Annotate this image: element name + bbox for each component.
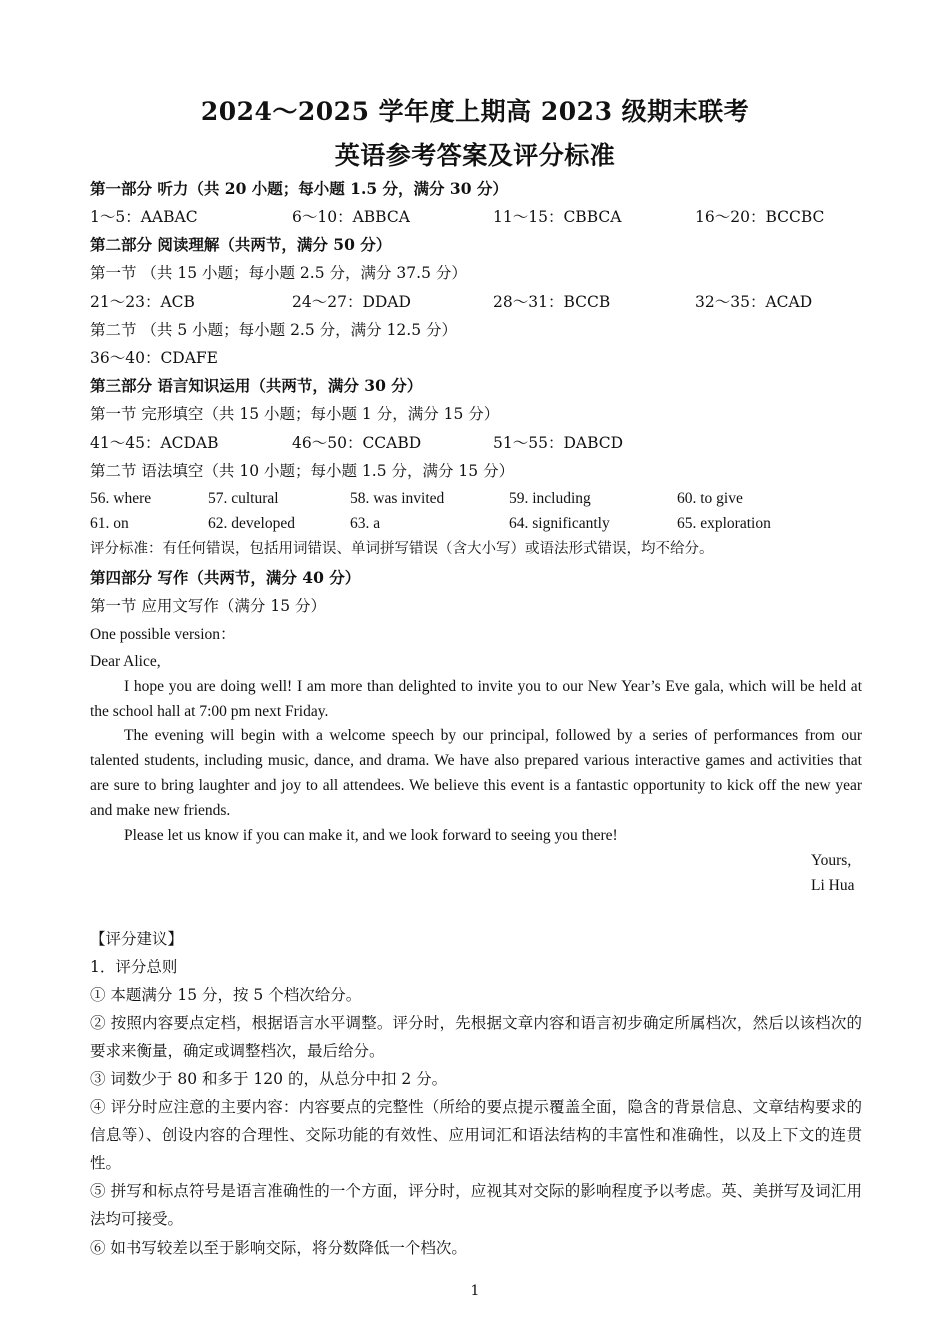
suggestion-item: ④ 评分时应注意的主要内容：内容要点的完整性（所给的要点提示覆盖全面，隐含的背景信息、文章结构要求的信息等）、创设内容的合理性、交际功能的有效性、应用词汇和语法结构的丰富性和准确性，以及上下文的连贯性。 (90, 1098, 862, 1172)
answer-group: 21～23：ACB (90, 293, 195, 311)
suggestions-heading: 【评分建议】 (90, 930, 184, 948)
grammar-answer: 60. to give (677, 490, 743, 507)
grammar-answer: 61. on (90, 515, 129, 532)
letter-paragraph: Please let us know if you can make it, and we look forward to seeing you there! (124, 827, 618, 844)
letter-paragraph: I hope you are doing well! I am more than delighted to invite you to our New Year’s Eve gala, which will be held at the school hall at 7:00 pm next Friday. (90, 678, 862, 720)
suggestion-item: ① 本题满分 15 分，按 5 个档次给分。 (90, 986, 362, 1004)
part3-section2-heading: 第二节 语法填空（共 10 小题；每小题 1.5 分，满分 15 分） (90, 462, 515, 480)
answer-group: 36～40：CDAFE (90, 349, 218, 367)
part3-section1-heading: 第一节 完形填空（共 15 小题；每小题 1 分，满分 15 分） (90, 405, 500, 423)
part2-section2-heading: 第二节 （共 5 小题；每小题 2.5 分，满分 12.5 分） (90, 321, 458, 339)
answer-group: 41～45：ACDAB (90, 434, 219, 452)
version-label: One possible version： (90, 626, 236, 643)
answer-group: 28～31：BCCB (493, 293, 611, 311)
grammar-answer: 63. a (350, 515, 381, 532)
suggestion-item: ⑥ 如书写较差以至于影响交际，将分数降低一个档次。 (90, 1239, 467, 1257)
page-number: 1 (470, 1283, 480, 1299)
exam-subtitle: 英语参考答案及评分标准 (334, 141, 616, 170)
grammar-answer-row-1 (90, 489, 870, 509)
grammar-answer: 62. developed (208, 515, 295, 532)
grammar-criteria: 评分标准：有任何错误，包括用词错误、单词拼写错误（含大小写）或语法形式错误，均不给分。 (90, 541, 714, 557)
part3-heading: 第三部分 语言知识运用（共两节，满分 30 分） (90, 376, 423, 395)
answer-group: 24～27：DDAD (292, 293, 411, 311)
suggestion-item: ⑤ 拼写和标点符号是语言准确性的一个方面，评分时，应视其对交际的影响程度予以考虑。英、美拼写及词汇用法均可接受。 (90, 1182, 862, 1228)
part2-section1-heading: 第一节 （共 15 小题；每小题 2.5 分，满分 37.5 分） (90, 264, 467, 282)
answer-group: 51～55：DABCD (493, 434, 624, 452)
grammar-answer: 58. was invited (350, 490, 445, 507)
suggestion-item: ② 按照内容要点定档，根据语言水平调整。评分时，先根据文章内容和语言初步确定所属档次，然后以该档次的要求来衡量，确定或调整档次，最后给分。 (90, 1014, 862, 1060)
part2-section2-answer-row (90, 348, 870, 368)
letter-paragraph: The evening will begin with a welcome speech by our principal, followed by a series of performances from our talented students, including music, dance, and drama. We have also prepared various interactive games and activities that are sure to bring laughter and joy to all attendees. We believe this event is a fantastic opportunity to kick off the new year and make new friends. (90, 727, 862, 819)
suggestions-general: 1．评分总则 (90, 958, 178, 976)
grammar-answer-row-2 (90, 514, 870, 534)
answer-group: 1～5：AABAC (90, 208, 198, 226)
part2-section1-answer-row (90, 292, 870, 312)
grammar-answer: 57. cultural (208, 490, 279, 507)
suggestion-item: ③ 词数少于 80 和多于 120 的，从总分中扣 2 分。 (90, 1070, 448, 1088)
part2-heading: 第二部分 阅读理解（共两节，满分 50 分） (90, 235, 392, 254)
grammar-answer: 59. including (509, 490, 591, 507)
exam-title: 2024～2025 学年度上期高 2023 级期末联考 (200, 97, 750, 126)
answer-group: 11～15：CBBCA (493, 208, 622, 226)
answer-group: 32～35：ACAD (695, 293, 813, 311)
answer-group: 6～10：ABBCA (292, 208, 410, 226)
grammar-answer: 56. where (90, 490, 152, 507)
grammar-answer: 65. exploration (677, 515, 771, 532)
answer-group: 16～20：BCCBC (695, 208, 825, 226)
part3-section1-answer-row (90, 433, 870, 453)
part1-heading: 第一部分 听力（共 20 小题；每小题 1.5 分，满分 30 分） (90, 179, 508, 198)
part1-answer-row (90, 207, 870, 227)
grammar-answer: 64. significantly (509, 515, 610, 532)
letter-closing: Yours, (811, 852, 852, 869)
part4-section1-heading: 第一节 应用文写作（满分 15 分） (90, 597, 327, 615)
letter-greeting: Dear Alice, (90, 653, 161, 670)
part4-heading: 第四部分 写作（共两节，满分 40 分） (90, 568, 361, 587)
letter-signature: Li Hua (811, 877, 855, 894)
answer-group: 46～50：CCABD (292, 434, 422, 452)
